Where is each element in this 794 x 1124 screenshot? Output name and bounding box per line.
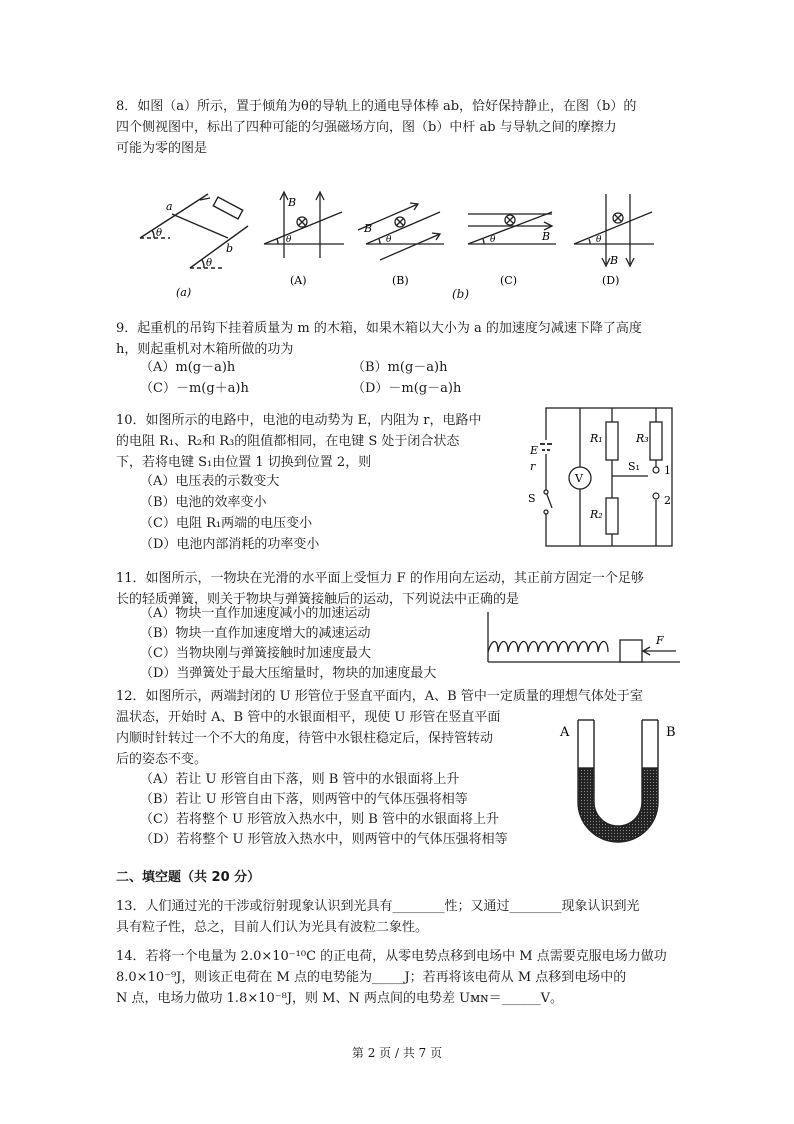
q10-option-d: （D）电池内部消耗的功率变小: [140, 537, 320, 552]
q12-line: 后的姿态不变。: [116, 752, 208, 767]
q8-line: 8．如图（a）所示，置于倾角为θ的导轨上的通电导体棒 ab，恰好保持静止，在图（b）的: [116, 99, 637, 114]
q9-option-c: （C）－m(g＋a)h: [140, 381, 249, 396]
q10-circuit-diagram: [520, 404, 690, 552]
q12-option-b: （B）若让 U 形管自由下落，则两管中的气体压强将相等: [140, 792, 468, 807]
panel-B-field-label: B: [364, 222, 373, 235]
q8-panel-A: [262, 188, 346, 287]
panel-C-field-label: B: [542, 230, 551, 243]
q8-line: 四个侧视图中，标出了四种可能的匀强磁场方向，图（b）中杆 ab 与导轨之间的摩擦力: [116, 120, 617, 135]
q12-label-a: A: [560, 725, 570, 740]
q10-text: [116, 410, 482, 473]
q10-label-e: E: [530, 444, 539, 457]
q12-line: 温状态，开始时 A、B 管中的水银面相平，现使 U 形管在竖直平面: [116, 710, 501, 725]
q12-line: 内顺时针转过一个不大的角度，待管中水银柱稳定后，保持管转动: [116, 731, 494, 746]
q11-option-d: （D）当弹簧处于最大压缩量时，物块的加速度最大: [140, 666, 437, 681]
q10-option-a: （A）电压表的示数变大: [140, 474, 280, 489]
q12-label-b: B: [666, 725, 676, 740]
q10-option-c: （C）电阻 R₁两端的电压变小: [140, 516, 313, 531]
q8-figure-a: [130, 180, 270, 300]
panel-B-caption: (B): [392, 274, 409, 287]
section-title-fill-in: 二、填空题（共 20 分）: [116, 870, 261, 885]
page-footer: 第 2 页 / 共 7 页: [351, 1046, 443, 1060]
q8-line: 可能为零的图是: [116, 141, 208, 156]
q12-option-d: （D）若将整个 U 形管放入热水中，则两管中的气体压强将相等: [140, 832, 508, 847]
q13-line: 13．人们通过光的干涉或衍射现象认识到光具有________性；又通过________现象认识到光: [116, 899, 640, 914]
q9-option-b: （B）m(g－a)h: [352, 360, 448, 375]
q8-fig-a-theta2: θ: [206, 258, 213, 269]
q10-label-s1: S₁: [628, 460, 640, 473]
q9-line: h，则起重机对木箱所做的功为: [116, 342, 294, 357]
q12-option-c: （C）若将整个 U 形管放入热水中，则 B 管中的水银面将上升: [140, 812, 499, 827]
panel-D-theta: θ: [596, 235, 602, 245]
panel-A-theta: θ: [286, 235, 292, 245]
q11-force-label: F: [656, 634, 664, 647]
q10-label-r2: R₂: [590, 508, 603, 521]
q9-line: 9．起重机的吊钩下挂着质量为 m 的木箱，如果木箱以大小为 a 的加速度匀减速下降了高度: [116, 321, 642, 336]
q10-line: 的电阻 R₁、R₂和 R₃的阻值都相同，在电键 S 处于闭合状态: [116, 434, 460, 449]
q9-option-d: （D）－m(g－a)h: [352, 381, 462, 396]
q9-option-a: （A）m(g－a)h: [140, 360, 236, 375]
q8-fig-a-caption: (a): [176, 286, 192, 299]
q12-option-a: （A）若让 U 形管自由下落，则 B 管中的水银面将上升: [140, 772, 460, 787]
q10-label-r: r: [530, 460, 536, 473]
q10-label-r1: R₁: [590, 432, 603, 445]
q8-fig-a-label-b: b: [226, 242, 234, 255]
q12-line: 12．如图所示，两端封闭的 U 形管位于竖直平面内，A、B 管中一定质量的理想气体处于室: [116, 689, 643, 704]
q10-option-b: （B）电池的效率变小: [140, 495, 267, 510]
q8-text: [116, 96, 636, 159]
panel-B-theta: θ: [386, 235, 392, 245]
q14-line: N 点，电场力做功 1.8×10⁻⁸J，则 M、N 两点间的电势差 Uᴍɴ＝______V。: [116, 991, 563, 1006]
panel-A-caption: (A): [290, 274, 307, 287]
q11-option-a: （A）物块一直作加速度减小的加速运动: [140, 606, 371, 621]
q8-panel-C: [466, 188, 558, 287]
panel-C-theta: θ: [490, 235, 496, 245]
q10-label-v: V: [575, 472, 583, 485]
q12-u-tube-diagram: [556, 718, 686, 852]
q8-panel-D: [572, 188, 656, 287]
q10-label-s: S: [528, 492, 536, 505]
panel-A-field-label: B: [288, 196, 297, 209]
q14-line: 14．若将一个电量为 2.0×10⁻¹⁰C 的正电荷，从零电势点移到电场中 M 点需要克服电场力做功: [116, 949, 667, 964]
q10-line: 10．如图所示的电路中，电池的电动势为 E，内阻为 r，电路中: [116, 413, 482, 428]
q8-fig-a-label-a: a: [166, 200, 173, 213]
q10-line: 下，若将电键 S₁由位置 1 切换到位置 2，则: [116, 455, 372, 470]
q14-line: 8.0×10⁻⁹J，则该正电荷在 M 点的电势能为_____J；若再将该电荷从 M 点移到电场中的: [116, 970, 627, 985]
q10-label-r3: R₃: [636, 432, 649, 445]
q13-line: 具有粒子性，总之，目前人们认为光具有波粒二象性。: [116, 920, 429, 935]
q10-label-pos1: 1: [664, 464, 671, 477]
q11-line: 长的轻质弹簧，则关于物块与弹簧接触后的运动，下列说法中正确的是: [116, 592, 520, 607]
q8-panel-B: [358, 188, 448, 287]
q9-text: [116, 318, 642, 360]
q11-spring-diagram: [484, 608, 684, 670]
q11-line: 11．如图所示，一物块在光滑的水平面上受恒力 F 的作用向左运动，其正前方固定一个足够: [116, 571, 644, 586]
q10-label-pos2: 2: [664, 494, 671, 507]
panel-D-field-label: B: [610, 254, 619, 267]
q14-text: [116, 946, 667, 1009]
panel-D-caption: (D): [602, 274, 620, 287]
panel-C-caption: (C): [500, 274, 517, 287]
q11-option-b: （B）物块一直作加速度增大的减速运动: [140, 626, 371, 641]
q13-text: [116, 896, 640, 938]
q8-fig-b-caption: (b): [452, 287, 470, 301]
q11-option-c: （C）当物块刚与弹簧接触时加速度最大: [140, 646, 371, 661]
q8-fig-a-theta1: θ: [156, 228, 163, 239]
